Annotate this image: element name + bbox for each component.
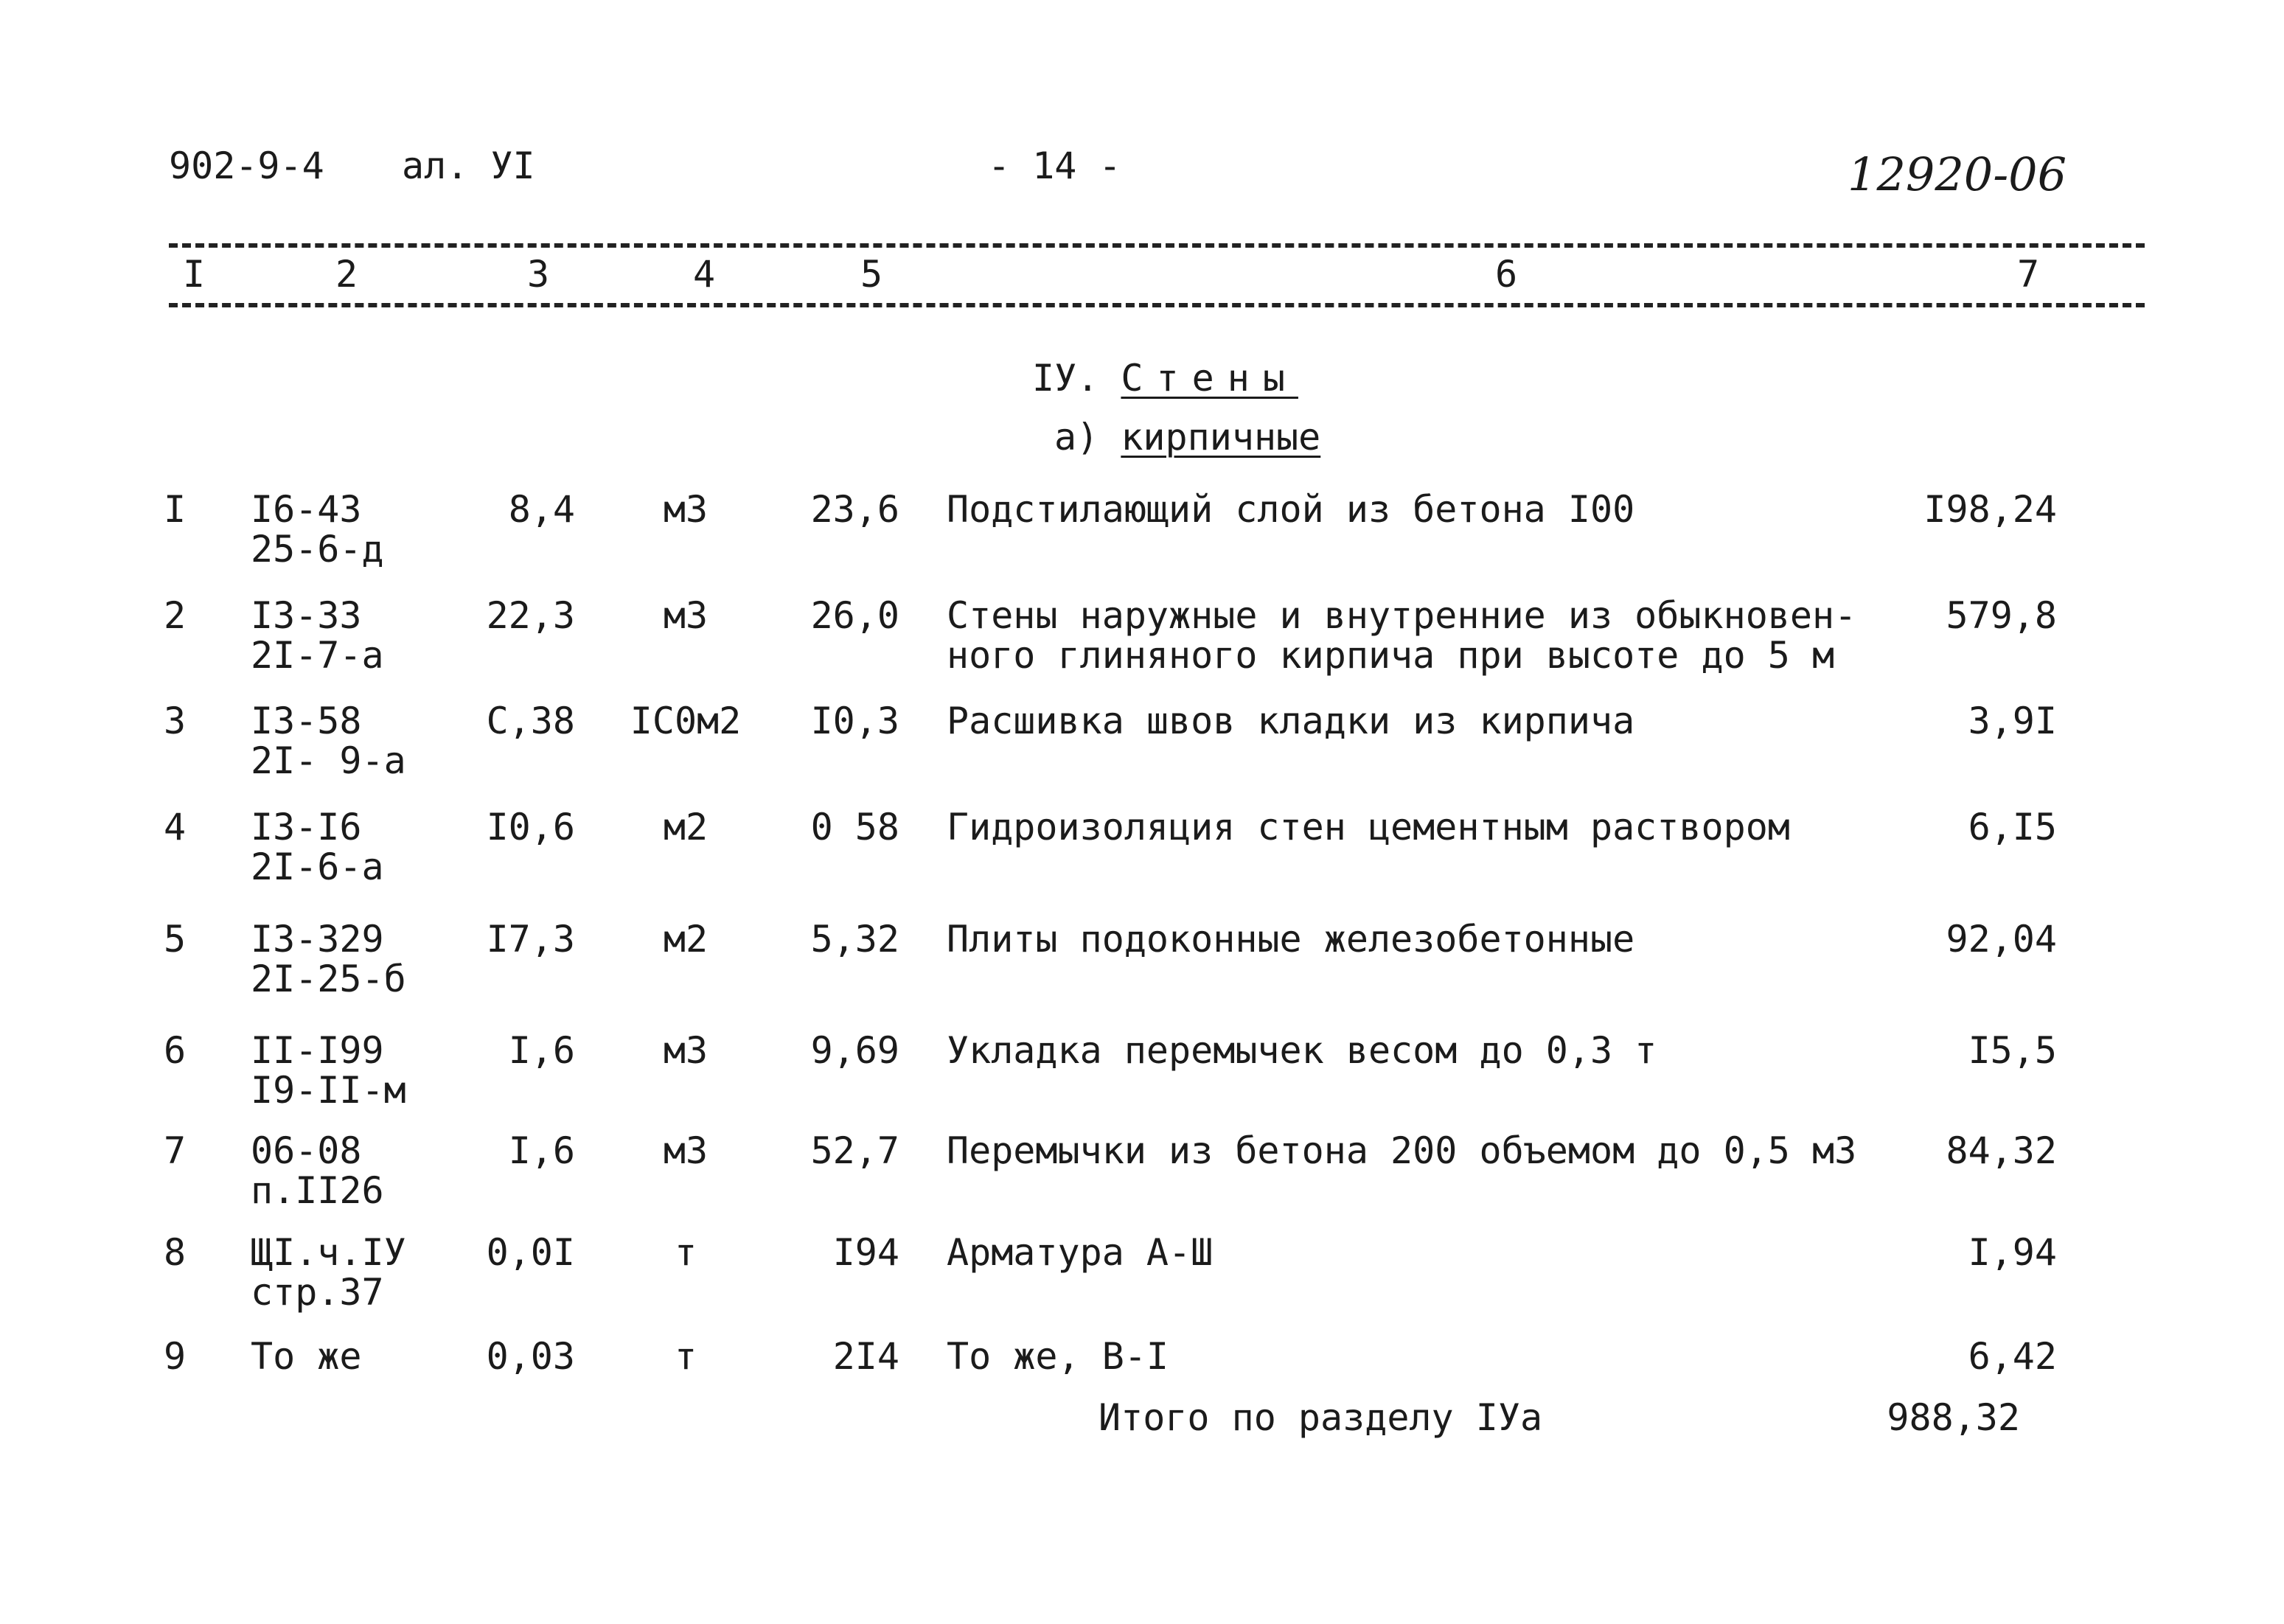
- unit-price: 23,6: [810, 488, 899, 531]
- quantity: 0,0I: [486, 1231, 575, 1274]
- norm-code: I3-329: [251, 918, 384, 961]
- row-number: 5: [164, 918, 187, 961]
- unit: м2: [663, 806, 708, 848]
- quantity: I0,6: [486, 806, 575, 848]
- norm-code: I6-43: [251, 488, 362, 531]
- norm-code: То же: [251, 1335, 362, 1378]
- row-total: I5,5: [1968, 1029, 2057, 1072]
- unit-price: 5,32: [810, 918, 899, 961]
- handwritten-stamp-number: 12920-06: [1848, 147, 2067, 201]
- column-header-top-rule: [169, 243, 2145, 248]
- column-number-5: 5: [860, 253, 883, 296]
- unit: т: [674, 1335, 697, 1378]
- unit-price: 0 58: [810, 806, 899, 848]
- section-total-value: 988,32: [1887, 1396, 2020, 1439]
- norm-subcode: 2I- 9-а: [251, 739, 406, 782]
- work-description-line: Укладка перемычек весом до 0,3 т: [947, 1029, 1657, 1072]
- column-number-1: I: [183, 253, 206, 296]
- section-title: Стены: [1121, 357, 1298, 400]
- unit-price: 52,7: [810, 1129, 899, 1172]
- unit: м3: [663, 594, 708, 637]
- row-total: 579,8: [1946, 594, 2057, 637]
- subsection-title: кирпичные: [1121, 416, 1321, 459]
- row-total: 84,32: [1946, 1129, 2057, 1172]
- quantity: I7,3: [486, 918, 575, 961]
- row-total: I98,24: [1923, 488, 2057, 531]
- section-number: IУ.: [1032, 357, 1099, 400]
- norm-subcode: 2I-7-а: [251, 634, 384, 677]
- norm-code: II-I99: [251, 1029, 384, 1072]
- row-total: I,94: [1968, 1231, 2057, 1274]
- unit: IС0м2: [630, 700, 742, 742]
- section-total-label: Итого по разделу IУа: [1099, 1396, 1543, 1439]
- column-number-3: 3: [527, 253, 550, 296]
- unit-price: I94: [832, 1231, 899, 1274]
- section-heading: [1032, 358, 1298, 398]
- column-number-4: 4: [693, 253, 716, 296]
- work-description-line: Перемычки из бетона 200 объемом до 0,5 м3: [947, 1129, 1857, 1172]
- document-code: 902-9-4: [169, 144, 324, 187]
- subsection-label: а): [1054, 416, 1099, 459]
- norm-code: I3-33: [251, 594, 362, 637]
- unit: м3: [663, 1029, 708, 1072]
- quantity: I,6: [508, 1029, 575, 1072]
- row-number: 6: [164, 1029, 187, 1072]
- unit-price: 2I4: [832, 1335, 899, 1378]
- quantity: 8,4: [508, 488, 575, 531]
- norm-subcode: п.II26: [251, 1169, 384, 1212]
- page-number: - 14 -: [988, 144, 1121, 187]
- column-number-2: 2: [335, 253, 358, 296]
- row-total: 3,9I: [1968, 700, 2057, 742]
- unit: м3: [663, 1129, 708, 1172]
- album-label: ал. УI: [402, 144, 535, 187]
- work-description-line: Гидроизоляция стен цементным раствором: [947, 806, 1790, 848]
- unit-price: 9,69: [810, 1029, 899, 1072]
- norm-subcode: 25-6-д: [251, 528, 384, 571]
- quantity: I,6: [508, 1129, 575, 1172]
- row-number: I: [164, 488, 187, 531]
- work-description-line: Подстилающий слой из бетона I00: [947, 488, 1635, 531]
- row-total: 92,04: [1946, 918, 2057, 961]
- norm-code: I3-I6: [251, 806, 362, 848]
- work-description-line: Плиты подоконные железобетонные: [947, 918, 1635, 961]
- norm-subcode: 2I-6-а: [251, 846, 384, 888]
- norm-subcode: 2I-25-б: [251, 958, 406, 1000]
- row-number: 4: [164, 806, 187, 848]
- norm-subcode: I9-II-м: [251, 1069, 406, 1112]
- quantity: С,38: [486, 700, 575, 742]
- row-number: 7: [164, 1129, 187, 1172]
- unit-price: I0,3: [810, 700, 899, 742]
- column-number-7: 7: [2017, 253, 2040, 296]
- work-description-line: Расшивка швов кладки из кирпича: [947, 700, 1635, 742]
- quantity: 22,3: [486, 594, 575, 637]
- row-number: 9: [164, 1335, 187, 1378]
- quantity: 0,03: [486, 1335, 575, 1378]
- norm-code: 06-08: [251, 1129, 362, 1172]
- row-number: 2: [164, 594, 187, 637]
- norm-code: ЩI.ч.IУ: [251, 1231, 406, 1274]
- work-description-line: Стены наружные и внутренние из обыкновен-: [947, 594, 1857, 637]
- row-total: 6,I5: [1968, 806, 2057, 848]
- column-number-6: 6: [1495, 253, 1518, 296]
- norm-subcode: стр.37: [251, 1271, 384, 1314]
- unit: м3: [663, 488, 708, 531]
- row-number: 3: [164, 700, 187, 742]
- work-description-line: То же, В-I: [947, 1335, 1169, 1378]
- column-header-bottom-rule: [169, 303, 2145, 307]
- work-description-line: Арматура А-Ш: [947, 1231, 1214, 1274]
- unit: т: [674, 1231, 697, 1274]
- subsection-heading: [1054, 417, 1320, 457]
- row-total: 6,42: [1968, 1335, 2057, 1378]
- unit-price: 26,0: [810, 594, 899, 637]
- work-description-line: ного глиняного кирпича при высоте до 5 м: [947, 634, 1835, 677]
- unit: м2: [663, 918, 708, 961]
- norm-code: I3-58: [251, 700, 362, 742]
- row-number: 8: [164, 1231, 187, 1274]
